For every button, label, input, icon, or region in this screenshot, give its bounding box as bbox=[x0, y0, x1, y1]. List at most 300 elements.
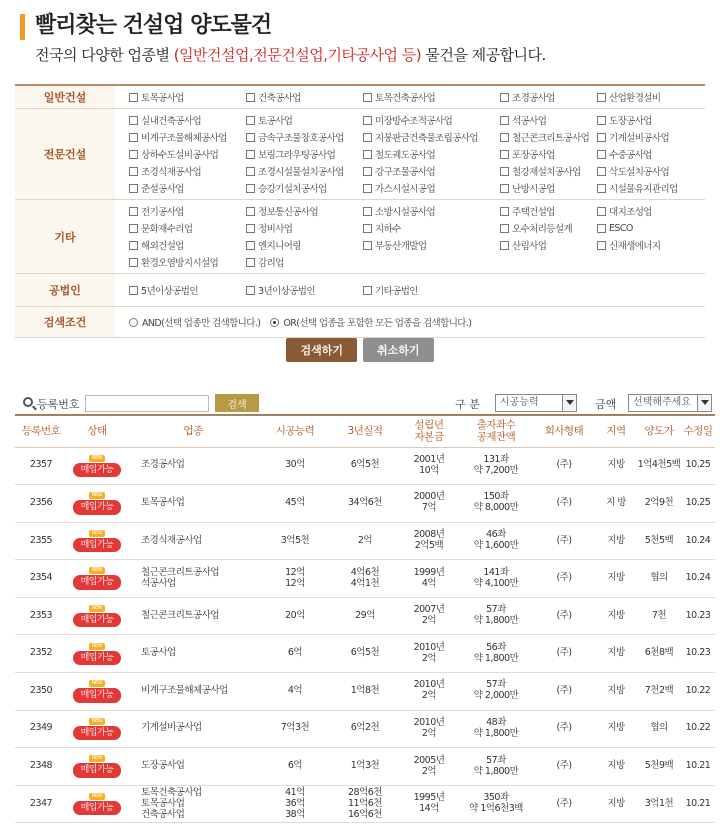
filter-label-specialty: 전문건설 bbox=[15, 109, 115, 199]
filter-option-label: 전기공사업 bbox=[141, 207, 184, 218]
cell-biz: 토공사업 bbox=[127, 635, 259, 673]
filter-option-specialty[interactable] bbox=[597, 180, 707, 196]
cell-region: 지 방 bbox=[595, 485, 637, 523]
cell-date: 10.21 bbox=[681, 748, 715, 786]
cell-est: 2010년 2억 bbox=[399, 635, 459, 673]
chevron-down-icon bbox=[697, 395, 711, 411]
checkbox[interactable] bbox=[363, 286, 372, 295]
filter-options bbox=[115, 109, 705, 199]
cell-perf: 6억2천 bbox=[331, 710, 399, 748]
cell-date: 10.25 bbox=[681, 485, 715, 523]
filter-row-condition bbox=[15, 307, 705, 338]
amount-label: 금액 bbox=[595, 398, 617, 411]
checkbox[interactable] bbox=[597, 133, 606, 142]
cell-cap: 41억 36억 38억 bbox=[259, 785, 331, 823]
filter-row-specialty bbox=[15, 109, 705, 200]
filter-option-label: 상하수도설비공사업 bbox=[141, 150, 219, 161]
checkbox[interactable] bbox=[597, 150, 606, 159]
filter-option-other[interactable] bbox=[363, 220, 500, 236]
filter-option-other[interactable] bbox=[363, 237, 500, 253]
checkbox[interactable] bbox=[597, 207, 606, 216]
table-row[interactable] bbox=[15, 597, 715, 635]
cell-price: 7천 bbox=[637, 597, 681, 635]
cell-region: 지방 bbox=[595, 710, 637, 748]
filter-options bbox=[115, 200, 705, 273]
table-row[interactable] bbox=[15, 710, 715, 748]
filter-options bbox=[115, 274, 705, 306]
cell-shares: 57좌 약 2,000만 bbox=[459, 673, 533, 711]
search-icon bbox=[23, 397, 33, 407]
filter-option-specialty[interactable] bbox=[500, 112, 597, 128]
status-badge bbox=[73, 680, 121, 702]
checkbox[interactable] bbox=[246, 241, 255, 250]
filter-option-label: 해외건설업 bbox=[141, 241, 184, 252]
filter-option-other[interactable] bbox=[246, 203, 363, 219]
filter-option-label: 조경시설물설치공사업 bbox=[258, 167, 344, 178]
checkbox[interactable] bbox=[129, 93, 138, 102]
reg-number-input[interactable] bbox=[85, 395, 209, 412]
cell-perf: 2억 bbox=[331, 522, 399, 560]
cell-price: 2억9천 bbox=[637, 485, 681, 523]
cell-price: 5천9백 bbox=[637, 748, 681, 786]
cell-date: 10.21 bbox=[681, 785, 715, 823]
filter-option-corp[interactable] bbox=[363, 282, 500, 298]
filter-option-specialty[interactable] bbox=[597, 146, 707, 162]
filter-option-other[interactable] bbox=[246, 220, 363, 236]
filter-option-specialty[interactable] bbox=[597, 129, 707, 145]
filter-option-other[interactable] bbox=[500, 237, 597, 253]
cell-biz: 토목건축공사업 토목공사업 건축공사업 bbox=[127, 785, 259, 823]
filter-option-specialty[interactable] bbox=[129, 112, 246, 128]
purchasable-badge: 매입가능 bbox=[73, 763, 121, 777]
filter-option-specialty[interactable] bbox=[597, 163, 707, 179]
filter-option-label: 기계설비공사업 bbox=[609, 133, 670, 144]
filter-option-label: 철근콘크리트공사업 bbox=[512, 133, 590, 144]
cell-region: 지방 bbox=[595, 748, 637, 786]
condition-radio-group bbox=[129, 307, 705, 337]
cell-est: 2007년 2억 bbox=[399, 597, 459, 635]
cell-type: (주) bbox=[533, 785, 595, 823]
checkbox[interactable] bbox=[500, 224, 509, 233]
checkbox[interactable] bbox=[129, 286, 138, 295]
cell-cap: 6억 bbox=[259, 635, 331, 673]
cell-no: 2348 bbox=[15, 748, 67, 786]
cell-region: 지방 bbox=[595, 597, 637, 635]
or-radio[interactable] bbox=[270, 318, 279, 327]
checkbox[interactable] bbox=[246, 167, 255, 176]
filter-option-label: 산림사업 bbox=[512, 241, 547, 252]
checkbox[interactable] bbox=[129, 150, 138, 159]
filter-option-specialty[interactable] bbox=[500, 146, 597, 162]
column-header[interactable]: 수정일 bbox=[681, 415, 715, 447]
checkbox[interactable] bbox=[246, 93, 255, 102]
cell-shares: 56좌 약 1,800만 bbox=[459, 635, 533, 673]
cell-type: (주) bbox=[533, 635, 595, 673]
filter-option-general[interactable] bbox=[597, 89, 707, 105]
checkbox[interactable] bbox=[129, 184, 138, 193]
filter-options bbox=[115, 86, 705, 108]
filter-option-other[interactable] bbox=[597, 220, 707, 236]
cell-shares: 57좌 약 1,800만 bbox=[459, 748, 533, 786]
table-row[interactable] bbox=[15, 635, 715, 673]
table-row[interactable] bbox=[15, 447, 715, 485]
checkbox[interactable] bbox=[246, 224, 255, 233]
subtitle-prefix: 전국의 다양한 업종별 bbox=[35, 46, 174, 64]
cell-type: (주) bbox=[533, 522, 595, 560]
filter-option-specialty[interactable] bbox=[246, 180, 363, 196]
filter-option-specialty[interactable] bbox=[363, 163, 500, 179]
new-badge: NEW bbox=[89, 680, 105, 687]
filter-option-label: 산업환경설비 bbox=[609, 93, 661, 104]
new-badge: NEW bbox=[89, 530, 105, 537]
filter-option-other[interactable] bbox=[597, 203, 707, 219]
checkbox[interactable] bbox=[363, 150, 372, 159]
cell-biz: 조경공사업 bbox=[127, 447, 259, 485]
and-radio[interactable] bbox=[129, 318, 138, 327]
checkbox[interactable] bbox=[246, 133, 255, 142]
filter-label-general: 일반건설 bbox=[15, 86, 115, 108]
cell-shares: 150좌 약 8,000만 bbox=[459, 485, 533, 523]
filter-option-specialty[interactable] bbox=[129, 180, 246, 196]
new-badge: NEW bbox=[89, 643, 105, 650]
filter-option-label: 5년이상공법인 bbox=[141, 286, 198, 297]
filter-option-specialty[interactable] bbox=[246, 129, 363, 145]
filter-option-label: 토목공사업 bbox=[141, 93, 184, 104]
checkbox[interactable] bbox=[597, 184, 606, 193]
cell-biz: 기계설비공사업 bbox=[127, 710, 259, 748]
type-select[interactable] bbox=[495, 394, 577, 412]
title-accent-bar bbox=[20, 14, 25, 40]
checkbox[interactable] bbox=[500, 207, 509, 216]
filter-option-label: 기타공법인 bbox=[375, 286, 418, 297]
cell-price: 5천5백 bbox=[637, 522, 681, 560]
cell-price: 7천2백 bbox=[637, 673, 681, 711]
filter-option-label: 금속구조물창호공사업 bbox=[258, 133, 344, 144]
filter-option-other[interactable] bbox=[363, 203, 500, 219]
cell-est: 2010년 2억 bbox=[399, 710, 459, 748]
condition-options bbox=[115, 307, 705, 337]
subtitle-suffix: 물건을 제공합니다. bbox=[421, 46, 546, 64]
cell-no: 2352 bbox=[15, 635, 67, 673]
cell-perf: 28억6천 11억6천 16억6천 bbox=[331, 785, 399, 823]
new-badge: NEW bbox=[89, 455, 105, 462]
filter-option-general[interactable] bbox=[363, 89, 500, 105]
cell-est: 2008년 2억5백 bbox=[399, 522, 459, 560]
filter-option-label: 지하수 bbox=[375, 224, 401, 235]
column-header[interactable]: 등록번호 bbox=[15, 415, 67, 447]
filter-panel bbox=[15, 84, 705, 338]
filter-option-label: 문화재수리업 bbox=[141, 224, 193, 235]
status-badge bbox=[73, 718, 121, 740]
checkbox[interactable] bbox=[363, 167, 372, 176]
filter-option-specialty[interactable] bbox=[129, 129, 246, 145]
cell-type: (주) bbox=[533, 673, 595, 711]
amount-select[interactable] bbox=[628, 394, 712, 412]
checkbox[interactable] bbox=[500, 116, 509, 125]
checkbox[interactable] bbox=[129, 167, 138, 176]
cell-biz: 토목공사업 bbox=[127, 485, 259, 523]
cell-perf: 6억5천 bbox=[331, 635, 399, 673]
purchasable-badge: 매입가능 bbox=[73, 613, 121, 627]
filter-option-other[interactable] bbox=[129, 220, 246, 236]
cell-date: 10.23 bbox=[681, 597, 715, 635]
checkbox[interactable] bbox=[129, 224, 138, 233]
column-header[interactable]: 상태 bbox=[67, 415, 127, 447]
checkbox[interactable] bbox=[597, 116, 606, 125]
filter-option-other[interactable] bbox=[129, 254, 246, 270]
cell-no: 2356 bbox=[15, 485, 67, 523]
filter-option-specialty[interactable] bbox=[363, 180, 500, 196]
filter-option-specialty[interactable] bbox=[363, 129, 500, 145]
filter-option-label: 감리업 bbox=[258, 258, 284, 269]
cell-shares: 46좌 약 1,600만 bbox=[459, 522, 533, 560]
checkbox[interactable] bbox=[363, 116, 372, 125]
checkbox[interactable] bbox=[500, 150, 509, 159]
checkbox[interactable] bbox=[363, 224, 372, 233]
status-cell bbox=[67, 710, 127, 748]
filter-row-corp bbox=[15, 274, 705, 307]
cell-no: 2354 bbox=[15, 560, 67, 598]
checkbox[interactable] bbox=[500, 241, 509, 250]
cell-date: 10.25 bbox=[681, 447, 715, 485]
cell-shares: 48좌 약 1,800만 bbox=[459, 710, 533, 748]
filter-option-label: 비계구조물해체공사업 bbox=[141, 133, 227, 144]
and-radio-label: AND(선택 업종만 검색합니다.) bbox=[142, 318, 261, 329]
new-badge: NEW bbox=[89, 492, 105, 499]
checkbox[interactable] bbox=[246, 184, 255, 193]
cell-perf: 6억5천 bbox=[331, 447, 399, 485]
status-badge bbox=[73, 567, 121, 589]
cell-cap: 7억3천 bbox=[259, 710, 331, 748]
checkbox[interactable] bbox=[129, 241, 138, 250]
filter-label-condition: 검색조건 bbox=[15, 307, 115, 337]
filter-option-other[interactable] bbox=[246, 254, 363, 270]
cell-price: 협의 bbox=[637, 560, 681, 598]
filter-label-corp: 공법인 bbox=[15, 274, 115, 306]
cell-no: 2353 bbox=[15, 597, 67, 635]
filter-row-general bbox=[15, 86, 705, 109]
filter-option-label: 난방시공업 bbox=[512, 184, 555, 195]
filter-option-label: 포장공사업 bbox=[512, 150, 555, 161]
filter-option-label: 지붕판금건축물조립공사업 bbox=[375, 133, 478, 144]
checkbox[interactable] bbox=[246, 286, 255, 295]
status-badge bbox=[73, 793, 121, 815]
cell-type: (주) bbox=[533, 560, 595, 598]
status-cell bbox=[67, 635, 127, 673]
filter-option-general[interactable] bbox=[129, 89, 246, 105]
filter-option-label: 대지조성업 bbox=[609, 207, 652, 218]
new-badge: NEW bbox=[89, 755, 105, 762]
cell-no: 2357 bbox=[15, 447, 67, 485]
cell-price: 3억1천 bbox=[637, 785, 681, 823]
filter-option-label: 정보통신공사업 bbox=[258, 207, 319, 218]
cell-type: (주) bbox=[533, 710, 595, 748]
cell-cap: 3억5천 bbox=[259, 522, 331, 560]
column-header[interactable]: 회사형태 bbox=[533, 415, 595, 447]
status-badge bbox=[73, 455, 121, 477]
cell-region: 지방 bbox=[595, 785, 637, 823]
filter-option-label: 미장방수조적공사업 bbox=[375, 116, 453, 127]
filter-row-other bbox=[15, 200, 705, 274]
new-badge: NEW bbox=[89, 605, 105, 612]
checkbox[interactable] bbox=[363, 133, 372, 142]
filter-option-specialty[interactable] bbox=[246, 163, 363, 179]
filter-option-specialty[interactable] bbox=[363, 112, 500, 128]
filter-option-label: 부동산개발업 bbox=[375, 241, 427, 252]
checkbox[interactable] bbox=[363, 93, 372, 102]
filter-option-label: 토공사업 bbox=[258, 116, 293, 127]
cell-region: 지방 bbox=[595, 673, 637, 711]
search-button[interactable]: 검색하기 bbox=[286, 338, 357, 362]
filter-option-corp[interactable] bbox=[246, 282, 363, 298]
checkbox[interactable] bbox=[500, 167, 509, 176]
table-row[interactable] bbox=[15, 560, 715, 598]
checkbox[interactable] bbox=[129, 258, 138, 267]
filter-option-label: 시설물유지관리업 bbox=[609, 184, 678, 195]
filter-option-specialty[interactable] bbox=[129, 163, 246, 179]
table-row[interactable] bbox=[15, 485, 715, 523]
checkbox[interactable] bbox=[129, 207, 138, 216]
column-header[interactable]: 양도가 bbox=[637, 415, 681, 447]
filter-option-specialty[interactable] bbox=[500, 129, 597, 145]
filter-option-label: 주택건설업 bbox=[512, 207, 555, 218]
status-cell bbox=[67, 522, 127, 560]
column-header[interactable]: 설립년 자본금 bbox=[399, 415, 459, 447]
table-row[interactable] bbox=[15, 673, 715, 711]
column-header[interactable]: 3년실적 bbox=[331, 415, 399, 447]
table-row[interactable] bbox=[15, 785, 715, 823]
cell-region: 지방 bbox=[595, 635, 637, 673]
filter-option-label: 정비사업 bbox=[258, 224, 293, 235]
purchasable-badge: 매입가능 bbox=[73, 463, 121, 477]
filter-option-label: 엔지니어링 bbox=[258, 241, 301, 252]
filter-option-label: 철강재설치공사업 bbox=[512, 167, 581, 178]
filter-option-label: 소방시설공사업 bbox=[375, 207, 436, 218]
filter-option-specialty[interactable] bbox=[363, 146, 500, 162]
checkbox[interactable] bbox=[363, 241, 372, 250]
filter-option-label: 삭도설치공사업 bbox=[609, 167, 670, 178]
page-title: 빨리찾는 건설업 양도물건 bbox=[35, 13, 272, 38]
filter-option-label: 승강기설치공사업 bbox=[258, 184, 327, 195]
checkbox[interactable] bbox=[246, 150, 255, 159]
filter-option-specialty[interactable] bbox=[246, 146, 363, 162]
cell-shares: 350좌 약 1억6천3백 bbox=[459, 785, 533, 823]
filter-option-label: 환경오염방지시설업 bbox=[141, 258, 219, 269]
cell-est: 2010년 2억 bbox=[399, 673, 459, 711]
cell-date: 10.23 bbox=[681, 635, 715, 673]
purchasable-badge: 매입가능 bbox=[73, 575, 121, 589]
purchasable-badge: 매입가능 bbox=[73, 538, 121, 552]
cell-date: 10.24 bbox=[681, 522, 715, 560]
page-subtitle bbox=[35, 44, 546, 65]
purchasable-badge: 매입가능 bbox=[73, 688, 121, 702]
cell-est: 2001년 10억 bbox=[399, 447, 459, 485]
filter-option-specialty[interactable] bbox=[500, 163, 597, 179]
checkbox[interactable] bbox=[246, 258, 255, 267]
filter-option-specialty[interactable] bbox=[129, 146, 246, 162]
filter-option-specialty[interactable] bbox=[500, 180, 597, 196]
reg-search-button[interactable]: 검색 bbox=[215, 394, 259, 412]
checkbox[interactable] bbox=[597, 241, 606, 250]
filter-option-label: 석공사업 bbox=[512, 116, 547, 127]
cell-cap: 30억 bbox=[259, 447, 331, 485]
cancel-button[interactable]: 취소하기 bbox=[363, 338, 434, 362]
filter-option-label: 조경공사업 bbox=[512, 93, 555, 104]
checkbox[interactable] bbox=[129, 133, 138, 142]
filter-option-label: 보링그라우팅공사업 bbox=[258, 150, 336, 161]
checkbox[interactable] bbox=[597, 93, 606, 102]
status-cell bbox=[67, 560, 127, 598]
checkbox[interactable] bbox=[246, 116, 255, 125]
cell-region: 지방 bbox=[595, 560, 637, 598]
table-row[interactable] bbox=[15, 522, 715, 560]
cell-est: 1995년 14억 bbox=[399, 785, 459, 823]
cell-biz: 조경식재공사업 bbox=[127, 522, 259, 560]
cell-shares: 141좌 약 4,100만 bbox=[459, 560, 533, 598]
checkbox[interactable] bbox=[363, 184, 372, 193]
cell-est: 2000년 7억 bbox=[399, 485, 459, 523]
filter-label-other: 기타 bbox=[15, 200, 115, 273]
status-badge bbox=[73, 755, 121, 777]
filter-option-general[interactable] bbox=[500, 89, 597, 105]
purchasable-badge: 매입가능 bbox=[73, 651, 121, 665]
cell-price: 1억4천5백 bbox=[637, 447, 681, 485]
filter-option-other[interactable] bbox=[129, 203, 246, 219]
checkbox[interactable] bbox=[246, 207, 255, 216]
filter-option-corp[interactable] bbox=[129, 282, 246, 298]
checkbox[interactable] bbox=[363, 207, 372, 216]
cell-cap: 4억 bbox=[259, 673, 331, 711]
cell-biz: 도장공사업 bbox=[127, 748, 259, 786]
filter-option-other[interactable] bbox=[597, 237, 707, 253]
filter-option-label: 준설공사업 bbox=[141, 184, 184, 195]
search-bar bbox=[15, 392, 715, 416]
subtitle-highlight: (일반건설업,전문건설업,기타공사업 등) bbox=[173, 46, 422, 64]
type-label: 구 분 bbox=[455, 398, 480, 411]
column-header[interactable]: 시공능력 bbox=[259, 415, 331, 447]
status-badge bbox=[73, 530, 121, 552]
checkbox[interactable] bbox=[500, 93, 509, 102]
filter-option-label: 건축공사업 bbox=[258, 93, 301, 104]
amount-select-value: 선택해주세요 bbox=[633, 397, 691, 408]
filter-option-specialty[interactable] bbox=[597, 112, 707, 128]
cell-cap: 20억 bbox=[259, 597, 331, 635]
checkbox[interactable] bbox=[597, 167, 606, 176]
cell-perf: 4억6천 4억1천 bbox=[331, 560, 399, 598]
status-badge bbox=[73, 643, 121, 665]
column-header[interactable]: 출자좌수 공제잔액 bbox=[459, 415, 533, 447]
filter-option-other[interactable] bbox=[500, 203, 597, 219]
or-radio-label: OR(선택 업종을 포함한 모든 업종을 검색합니다.) bbox=[283, 318, 472, 329]
checkbox[interactable] bbox=[129, 116, 138, 125]
checkbox[interactable] bbox=[500, 133, 509, 142]
action-buttons bbox=[0, 338, 720, 362]
cell-price: 6천8백 bbox=[637, 635, 681, 673]
table-row[interactable] bbox=[15, 748, 715, 786]
checkbox[interactable] bbox=[597, 224, 606, 233]
checkbox[interactable] bbox=[500, 184, 509, 193]
filter-option-other[interactable] bbox=[500, 220, 597, 236]
filter-option-other[interactable] bbox=[129, 237, 246, 253]
filter-option-other[interactable] bbox=[246, 237, 363, 253]
cell-date: 10.22 bbox=[681, 673, 715, 711]
filter-option-general[interactable] bbox=[246, 89, 363, 105]
column-header[interactable]: 업종 bbox=[127, 415, 259, 447]
filter-option-label: 수중공사업 bbox=[609, 150, 652, 161]
column-header[interactable]: 지역 bbox=[595, 415, 637, 447]
cell-biz: 비계구조물해체공사업 bbox=[127, 673, 259, 711]
filter-option-specialty[interactable] bbox=[246, 112, 363, 128]
